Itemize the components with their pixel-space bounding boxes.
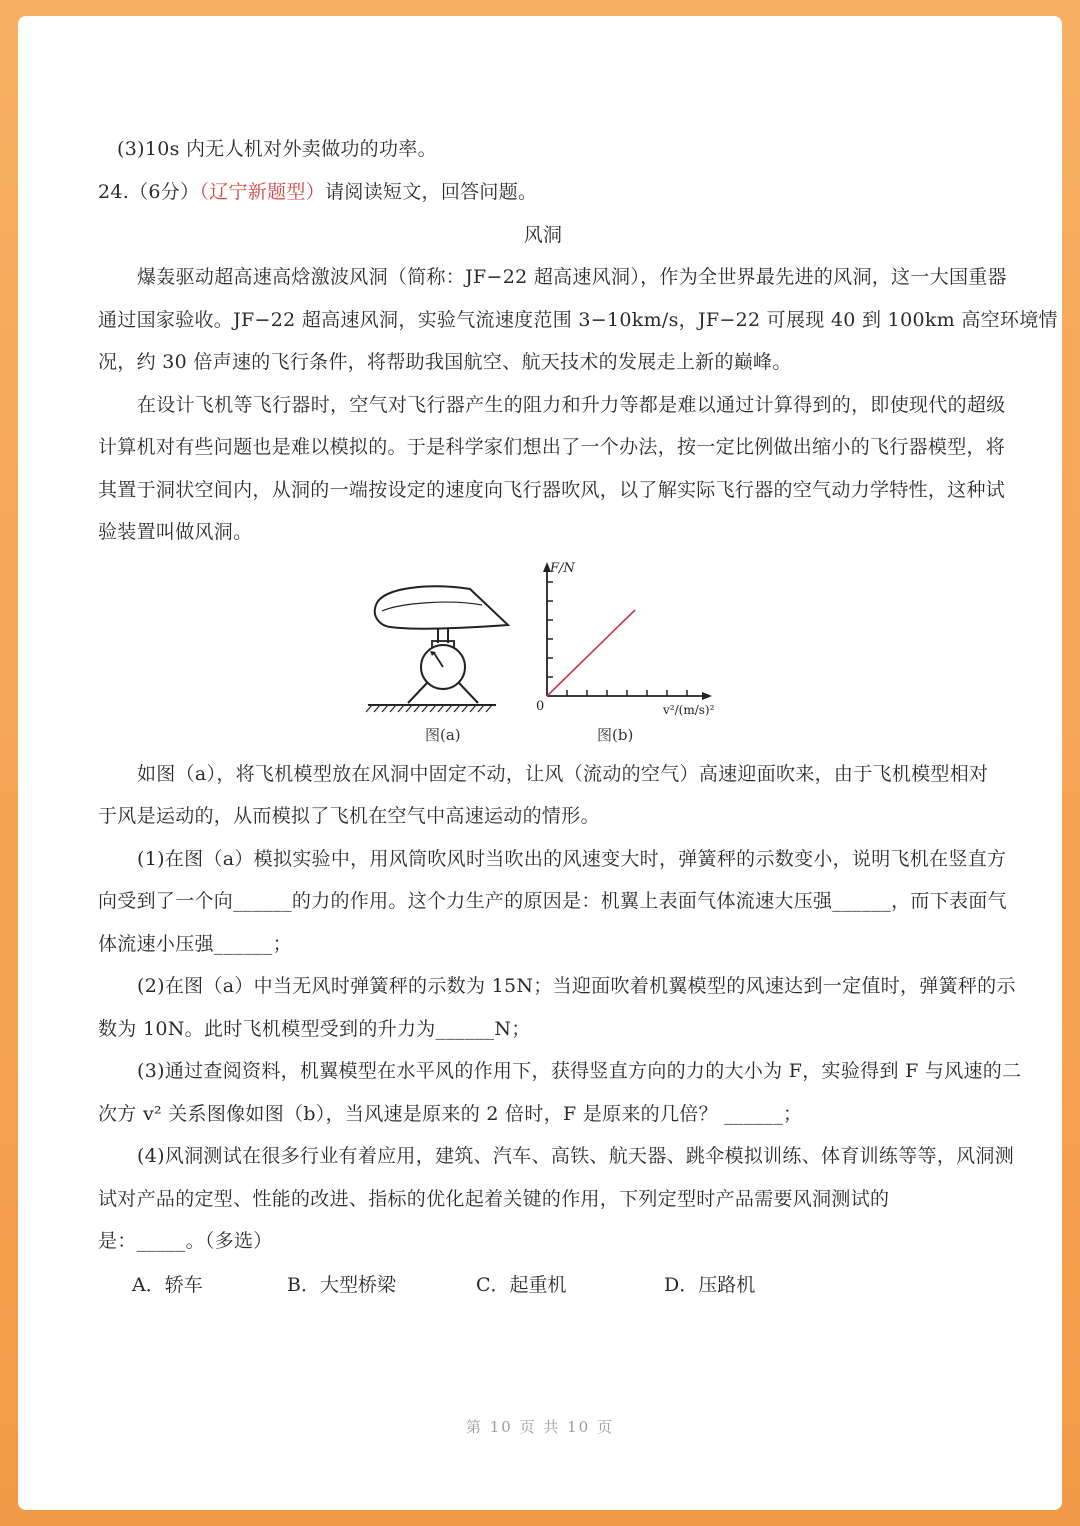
- passage-title: 风洞: [523, 224, 563, 246]
- q1-line-3: 体流速小压强______；: [98, 933, 292, 955]
- option-b: B．大型桥梁: [287, 1274, 396, 1296]
- q24-number: 24.（6分）: [98, 181, 200, 203]
- figure-b-label: 图(b): [597, 726, 634, 744]
- origin-label: 0: [536, 699, 545, 714]
- q1-line-1: (1)在图（a）模拟实验中，用风筒吹风时当吹出的风速变大时，弹簧秤的示数变小，说明飞机在竖直方: [137, 848, 1007, 870]
- p1-line-3: 况，约 30 倍声速的飞行条件，将帮助我国航空、航天技术的发展走上新的巅峰。: [98, 351, 792, 373]
- q24-tag: （辽宁新题型）: [199, 181, 326, 203]
- figure-a: [360, 575, 520, 725]
- figure-b-chart: [530, 558, 730, 723]
- figure-a-label: 图(a): [425, 726, 461, 744]
- series-line-f-vs-v2: [547, 610, 635, 696]
- q4-line-2: 试对产品的定型、性能的改进、指标的优化起着关键的作用，下列定型时产品需要风洞测试的: [98, 1188, 890, 1210]
- wing-inner-line: [382, 602, 482, 611]
- q3-line-1: (3)通过查阅资料，机翼模型在水平风的作用下，获得竖直方向的力的大小为 F，实验得到 F 与风速的二: [137, 1060, 1022, 1082]
- q2-line-2: 数为 10N。此时飞机模型受到的升力为______N；: [98, 1018, 531, 1040]
- page-footer: 第 10 页 共 10 页: [465, 1418, 614, 1436]
- p2-line-2: 计算机对有些问题也是难以模拟的。于是科学家们想出了一个办法，按一定比例做出缩小的飞行器模型，将: [98, 436, 1006, 458]
- option-d: D．压路机: [664, 1274, 756, 1296]
- x-axis-label: v²/(m/s)²: [663, 703, 715, 717]
- q3-line-2: 次方 v² 关系图像如图（b），当风速是原来的 2 倍时，F 是原来的几倍？ ______；: [98, 1103, 803, 1125]
- p2-line-3: 其置于洞状空间内，从洞的一端按设定的速度向飞行器吹风，以了解实际飞行器的空气动力学特性，这种试: [98, 479, 1006, 501]
- q4-line-1: (4)风洞测试在很多行业有着应用，建筑、汽车、高铁、航天器、跳伞模拟训练、体育训练等等，风洞测: [137, 1145, 1015, 1167]
- q24-instruction: 请阅读短文，回答问题。: [325, 181, 538, 203]
- p2-line-4: 验装置叫做风洞。: [98, 521, 253, 543]
- q2-line-1: (2)在图（a）中当无风时弹簧秤的示数为 15N；当迎面吹着机翼模型的风速达到一定值时，弹簧秤的示: [137, 975, 1016, 997]
- option-c: C．起重机: [476, 1274, 567, 1296]
- y-axis-label: F/N: [550, 561, 575, 576]
- q1-line-2: 向受到了一个向______的力的作用。这个力生产的原因是：机翼上表面气体流速大压强______，而下表面气: [98, 890, 1007, 912]
- p2-line-1: 在设计飞机等飞行器时，空气对飞行器产生的阻力和升力等都是难以通过计算得到的，即使现代的超级: [137, 394, 1006, 416]
- p1-line-2: 通过国家验收。JF−22 超高速风洞，实验气流速度范围 3−10km/s，JF−22 可展现 40 到 100km 高空环境情: [98, 309, 1058, 331]
- p1-line-1: 爆轰驱动超高速高焓激波风洞（简称：JF−22 超高速风洞），作为全世界最先进的风洞，这一大国重器: [137, 266, 1007, 288]
- q23-part3: (3)10s 内无人机对外卖做功的功率。: [117, 138, 437, 160]
- option-a: A．轿车: [132, 1274, 203, 1296]
- q4-line-3: 是：_____。（多选）: [98, 1230, 273, 1252]
- p3-line-1: 如图（a），将飞机模型放在风洞中固定不动，让风（流动的空气）高速迎面吹来，由于飞机模型相对: [137, 763, 989, 785]
- q24-header: [98, 178, 988, 206]
- p3-line-2: 于风是运动的，从而模拟了飞机在空气中高速运动的情形。: [98, 805, 600, 827]
